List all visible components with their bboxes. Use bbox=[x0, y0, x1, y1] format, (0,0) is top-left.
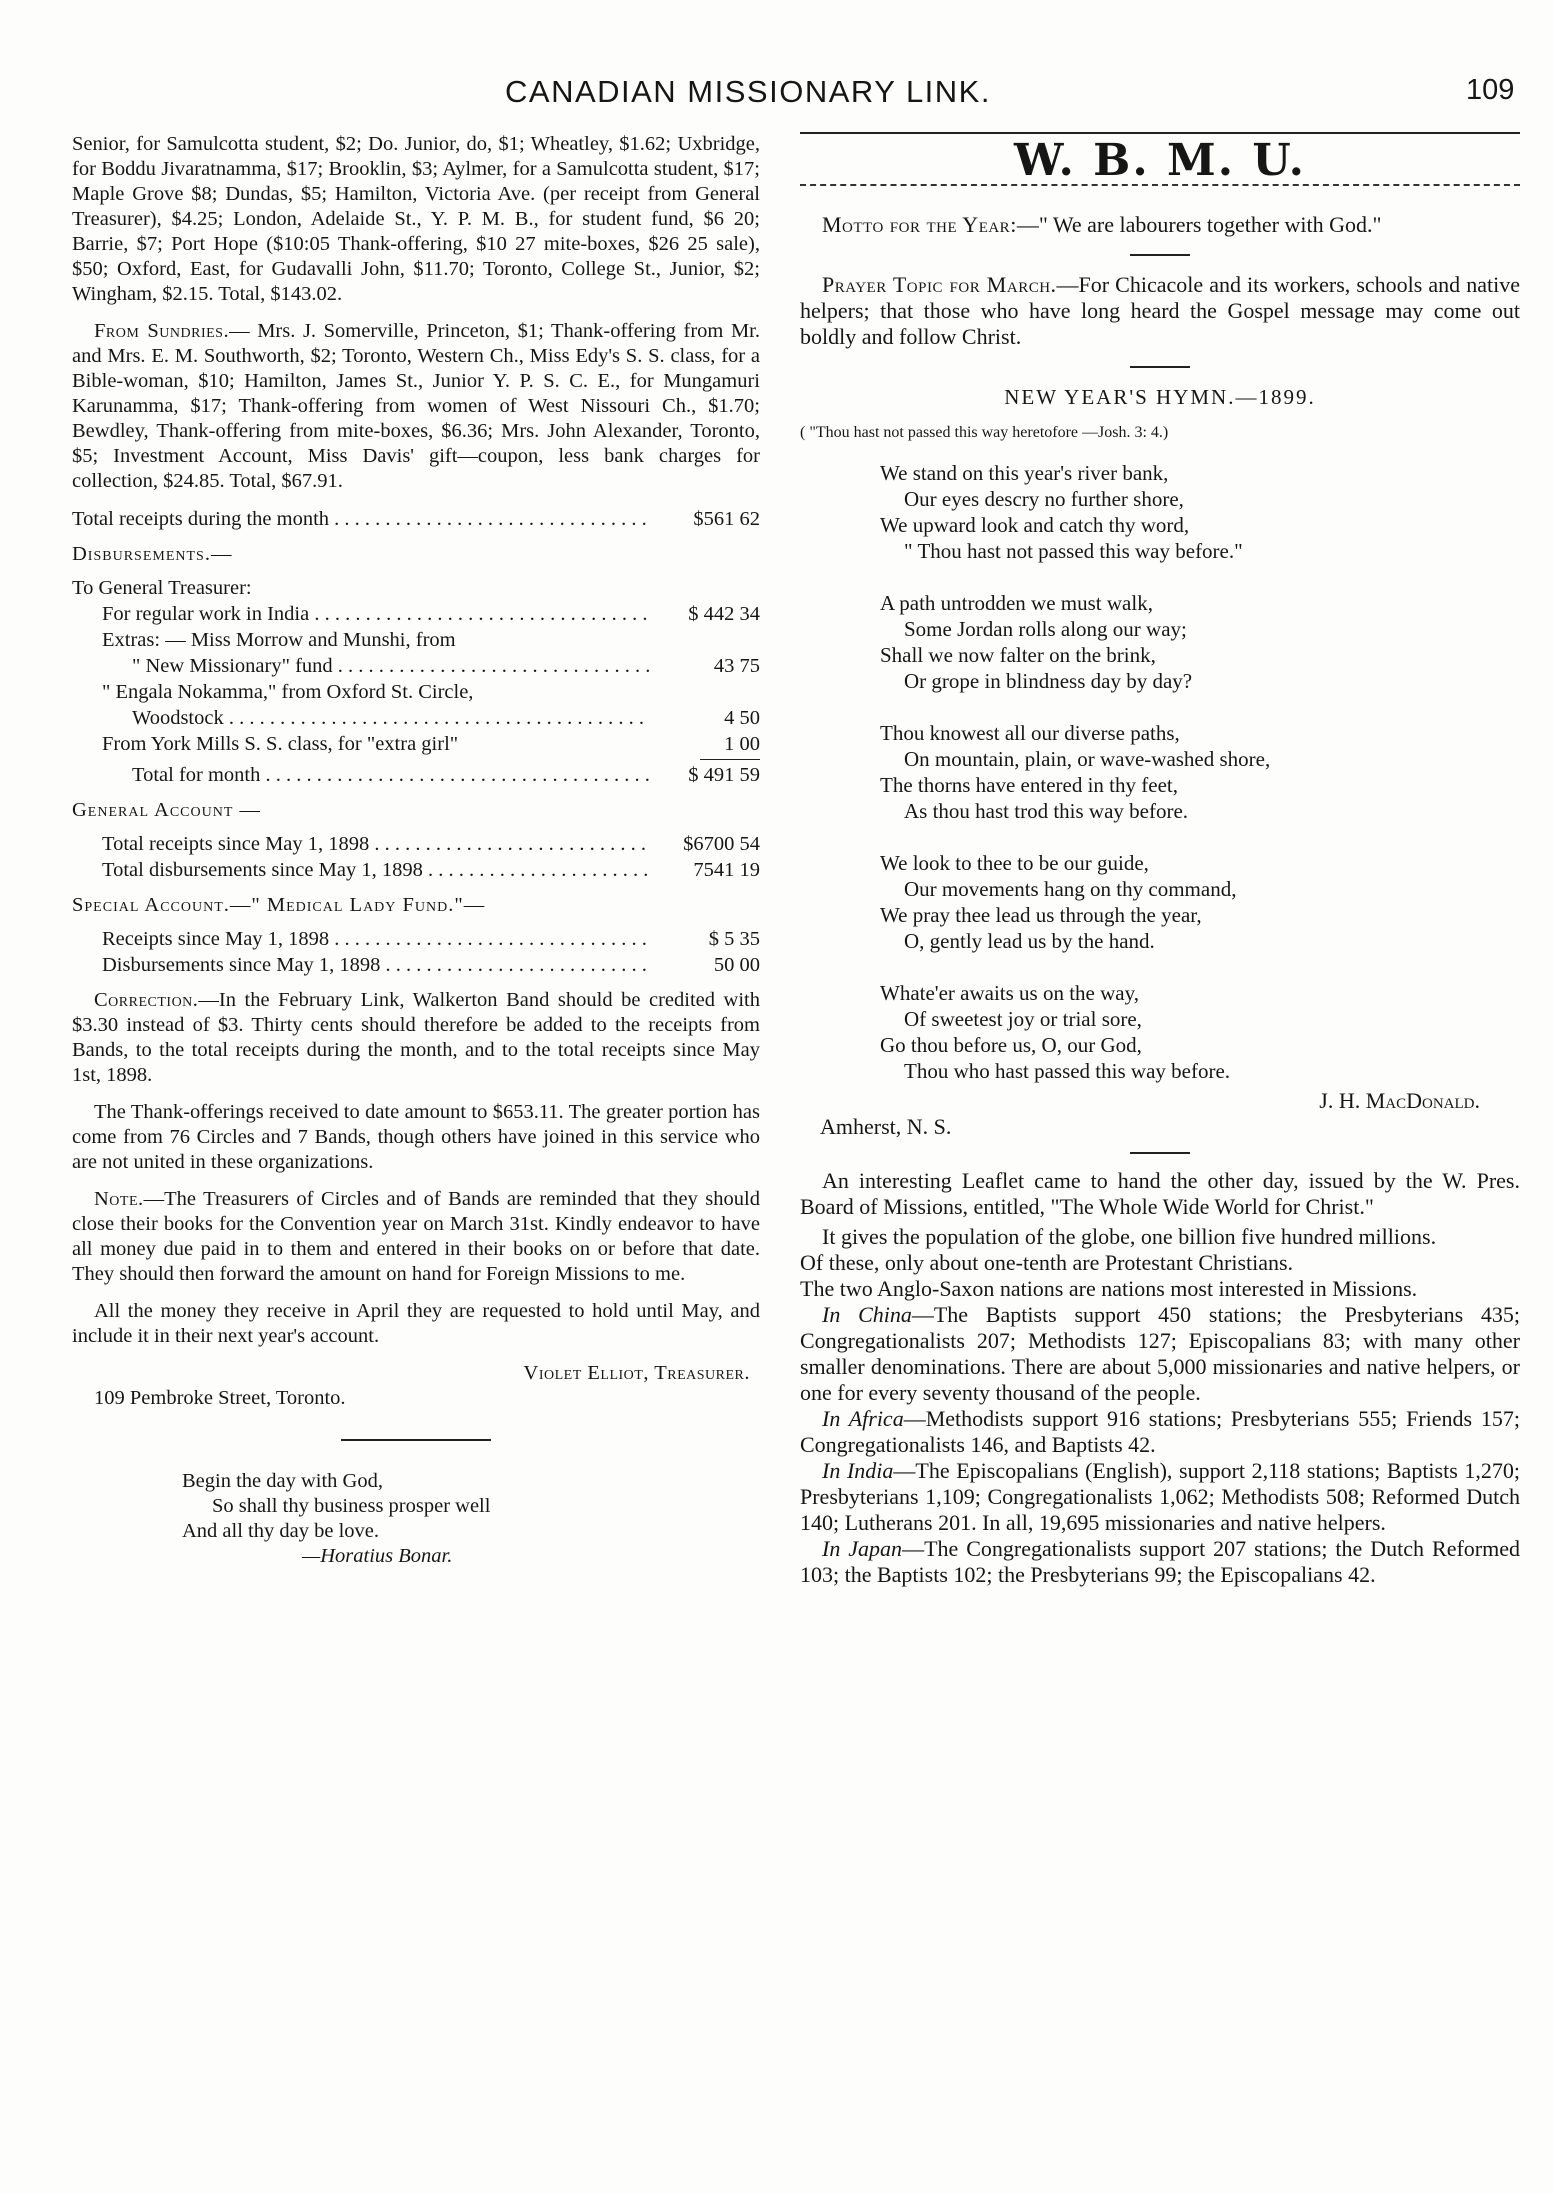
ledger-amount bbox=[650, 679, 760, 705]
motto-label: Motto for the Year: bbox=[822, 212, 1017, 237]
hymn-line: Some Jordan rolls along our way; bbox=[904, 617, 1187, 641]
sundries-paragraph bbox=[72, 319, 760, 494]
ledger-amount: $ 491 59 bbox=[688, 764, 760, 786]
general-account-ledger bbox=[72, 831, 760, 883]
hymn-line: The thorns have entered in thy feet, bbox=[880, 773, 1178, 797]
ledger-label: Total for month . . . bbox=[132, 762, 650, 788]
protestant-paragraph: Of these, only about one-tenth are Protestant Christians. bbox=[800, 1250, 1294, 1275]
poem-attribution: —Horatius Bonar. bbox=[302, 1545, 453, 1567]
hymn-line: Or grope in blindness day by day? bbox=[904, 669, 1193, 693]
ledger-amount: $561 62 bbox=[693, 508, 760, 530]
correction-text: —In the February Link, Walkerton Band should be credited with $3.30 instead of $3. Thirty cents should therefore be added to the receipts from Bands, to the total receipts during the month, and to the total receipts since May 1st, 1898. bbox=[72, 989, 760, 1086]
ledger-row bbox=[72, 653, 760, 679]
hymn-line: On mountain, plain, or wave-washed shore, bbox=[904, 747, 1271, 771]
hymn-line: As thou hast trod this way before. bbox=[904, 799, 1189, 823]
ledger-label: Disbursements since May 1, 1898 . . . bbox=[102, 952, 650, 978]
running-head bbox=[0, 74, 1554, 114]
ledger-amount: 4 50 bbox=[724, 707, 760, 729]
india-text: —The Episcopalians (English), support 2,118 stations; Baptists 1,270; Presbyterians 1,109; Congregationalists 1,062; Methodists 508; Reformed Dutch 140; Lutherans 201. In all, 19,695 missionaries and native helpers. bbox=[800, 1458, 1521, 1535]
ledger-amount: 43 75 bbox=[713, 655, 760, 677]
hymn-line: We pray thee lead us through the year, bbox=[880, 903, 1202, 927]
hymn-line: O, gently lead us by the hand. bbox=[904, 929, 1155, 953]
poem-line: And all thy day be love. bbox=[182, 1520, 379, 1542]
note-heading: Note. bbox=[94, 1188, 144, 1210]
japan-paragraph bbox=[800, 1536, 1520, 1588]
note-paragraph bbox=[72, 1187, 760, 1287]
disbursements-ledger bbox=[72, 575, 760, 788]
hymn-stanza bbox=[880, 850, 1520, 954]
hymn-line: Thou knowest all our diverse paths, bbox=[880, 721, 1180, 745]
hymn-stanza bbox=[880, 460, 1520, 564]
correction-heading: Correction. bbox=[94, 989, 199, 1011]
treasurer-signature: Violet Elliot, Treasurer. bbox=[523, 1362, 750, 1384]
hymn-line: Go thou before us, O, our God, bbox=[880, 1033, 1142, 1057]
ledger-amount: 50 00 bbox=[713, 954, 760, 976]
hymn-stanza bbox=[880, 980, 1520, 1084]
top-rule bbox=[800, 132, 1520, 134]
wbmu-heading: W. B. M. U. bbox=[1013, 135, 1306, 186]
population-paragraph: It gives the population of the globe, one billion five hundred millions. bbox=[822, 1224, 1437, 1249]
motto-text: —" We are labourers together with God." bbox=[1016, 212, 1382, 237]
africa-text: —Methodists support 916 stations; Presbyterians 555; Friends 157; Congregationalists 146, and Baptists 42. bbox=[800, 1406, 1520, 1457]
ledger-amount: $ 442 34 bbox=[688, 603, 760, 625]
total-month-row bbox=[72, 762, 760, 788]
ledger-row bbox=[72, 627, 760, 653]
ledger-row bbox=[72, 926, 760, 952]
section-rule bbox=[1130, 1152, 1190, 1154]
hymn-line: Thou who hast passed this way before. bbox=[904, 1059, 1231, 1083]
bonar-poem bbox=[182, 1469, 760, 1569]
hymn-line: We stand on this year's river bank, bbox=[880, 461, 1169, 485]
general-account-heading: General Account — bbox=[72, 799, 262, 821]
hymn-author: J. H. MacDonald. bbox=[1319, 1088, 1480, 1113]
to-treasurer-label: To General Treasurer: bbox=[72, 577, 252, 599]
india-paragraph bbox=[800, 1458, 1520, 1536]
hymn-stanza bbox=[880, 590, 1520, 694]
hymn-line: Of sweetest joy or trial sore, bbox=[904, 1007, 1142, 1031]
ledger-row bbox=[72, 705, 760, 731]
special-account-heading: Special Account.—" Medical Lady Fund."— bbox=[72, 894, 486, 916]
ledger-label: Receipts since May 1, 1898 . . . bbox=[102, 926, 650, 952]
poem-line: So shall thy business prosper well bbox=[212, 1495, 491, 1517]
special-account-ledger bbox=[72, 926, 760, 978]
china-paragraph bbox=[800, 1302, 1520, 1406]
hymn-line: We upward look and catch thy word, bbox=[880, 513, 1190, 537]
bands-continued-paragraph: Senior, for Samulcotta student, $2; Do. Junior, do, $1; Wheatley, $1.62; Uxbridge, for Boddu Jivaratnamma, $17; Brooklin, $3; Aylmer, for a Samulcotta student, $17; Maple Grove $8; Dundas, $5; Hamilton, Victoria Ave. (per receipt from General Treasurer), $4.25; London, Adelaide St., Y. P. M. B., for student fund, $6 20; Barrie, $7; Port Hope ($10:05 Thank-offering, $10 27 mite-boxes, $26 25 sale), $50; Oxford, East, for Gudavalli John, $11.70; Toronto, College St., Junior, $2; Wingham, $2.15. Total, $143.02. bbox=[72, 133, 760, 305]
hymn-line: Whate'er awaits us on the way, bbox=[880, 981, 1139, 1005]
hymn-line: Shall we now falter on the brink, bbox=[880, 643, 1156, 667]
japan-text: —The Congregationalists support 207 stations; the Dutch Reformed 103; the Baptists 102; the Presbyterians 99; the Episcopalians 42. bbox=[800, 1536, 1520, 1587]
ledger-row bbox=[72, 601, 760, 627]
right-column bbox=[800, 132, 1520, 1588]
ledger-label: Woodstock . . . bbox=[132, 705, 650, 731]
hymn-line: A path untrodden we must walk, bbox=[880, 591, 1153, 615]
prayer-topic-text: —For Chicacole and its workers, schools and native helpers; that those who have long heard the Gospel message may come out boldly and follow Christ. bbox=[800, 272, 1520, 349]
sundries-heading: From Sundries. bbox=[94, 320, 230, 342]
ledger-amount bbox=[650, 627, 760, 653]
poem-line: Begin the day with God, bbox=[182, 1470, 383, 1492]
ledger-row bbox=[72, 857, 760, 883]
india-label: In India bbox=[822, 1458, 894, 1483]
hymn-line: We look to thee to be our guide, bbox=[880, 851, 1149, 875]
ledger-amount: 1 00 bbox=[724, 733, 760, 755]
ledger-amount: 7541 19 bbox=[693, 859, 760, 881]
africa-label: In Africa bbox=[822, 1406, 904, 1431]
total-receipts-row bbox=[72, 506, 760, 532]
section-rule bbox=[1130, 366, 1190, 368]
thank-offerings-paragraph: The Thank-offerings received to date amount to $653.11. The greater portion has come from 76 Circles and 7 Bands, though others have joined in this service who are not united in these organizations. bbox=[72, 1101, 760, 1173]
page-number: 109 bbox=[1466, 74, 1515, 106]
receipts-ledger bbox=[72, 506, 760, 532]
april-paragraph: All the money they receive in April they are requested to hold until May, and include it in their next year's account. bbox=[72, 1300, 760, 1347]
prayer-topic-paragraph bbox=[800, 272, 1520, 350]
publication-title: CANADIAN MISSIONARY LINK. bbox=[505, 74, 991, 109]
ledger-label: " New Missionary" fund . . . bbox=[132, 653, 650, 679]
section-rule bbox=[1130, 254, 1190, 256]
hymn-line: Our movements hang on thy command, bbox=[904, 877, 1237, 901]
africa-paragraph bbox=[800, 1406, 1520, 1458]
ledger-label: For regular work in India . . . bbox=[102, 601, 650, 627]
note-text: —The Treasurers of Circles and of Bands are reminded that they should close their books for the Convention year on March 31st. Kindly endeavor to have all money due paid in to them and entered in their books on or before that date. They should then forward the amount on hand for Foreign Missions to me. bbox=[72, 1188, 760, 1285]
ledger-row bbox=[72, 831, 760, 857]
leaflet-paragraph: An interesting Leaflet came to hand the other day, issued by the W. Pres. Board of Missions, entitled, "The Whole Wide World for Christ." bbox=[800, 1168, 1520, 1219]
anglo-saxon-paragraph: The two Anglo-Saxon nations are nations most interested in Missions. bbox=[800, 1276, 1418, 1301]
ledger-row bbox=[72, 731, 760, 757]
ledger-label: Extras: — Miss Morrow and Munshi, from bbox=[102, 629, 456, 651]
ledger-amount: $6700 54 bbox=[683, 833, 760, 855]
hymn-scripture-reference: ( "Thou hast not passed this way heretofore —Josh. 3: 4.) bbox=[800, 424, 1169, 441]
sundries-text: — Mrs. J. Somerville, Princeton, $1; Thank-offering from Mr. and Mrs. E. M. Southworth, $2; Toronto, Western Ch., Miss Edy's S. S. class, for a Bible-woman, $10; Hamilton, James St., Junior Y. P. S. C. E., for Mungamuri Karunamma, $17; Thank-offering from women of West Nissouri Ch., $1.70; Bewdley, Thank-offering from mite-boxes, $6.36; Mrs. John Alexander, Toronto, $5; Investment Account, Miss Davis' gift—coupon, less bank charges for collection, $24.85. Total, $67.91. bbox=[72, 320, 760, 492]
ledger-label: " Engala Nokamma," from Oxford St. Circle, bbox=[102, 681, 474, 703]
hymn-title: NEW YEAR'S HYMN.—1899. bbox=[1004, 385, 1316, 409]
section-rule bbox=[341, 1439, 491, 1441]
ledger-row bbox=[72, 679, 760, 705]
china-text: —The Baptists support 450 stations; the Presbyterians 435; Congregationalists 207; Methodists 127; Episcopalians 83; with many other smaller denominations. There are about 5,000 missionaries and native helpers, or one for every seventy thousand of the people. bbox=[800, 1302, 1520, 1405]
treasurer-address: 109 Pembroke Street, Toronto. bbox=[94, 1387, 346, 1409]
hymn-stanza bbox=[880, 720, 1520, 824]
sum-rule bbox=[700, 759, 760, 760]
motto-paragraph bbox=[800, 212, 1520, 238]
ledger-row bbox=[72, 952, 760, 978]
left-column bbox=[72, 132, 760, 1569]
ledger-label: From York Mills S. S. class, for "extra girl" bbox=[102, 733, 459, 755]
china-label: In China bbox=[822, 1302, 912, 1327]
ledger-amount: $ 5 35 bbox=[708, 928, 760, 950]
ledger-label: Total disbursements since May 1, 1898 . . . bbox=[102, 857, 650, 883]
ledger-label: Total receipts since May 1, 1898 . . . bbox=[102, 831, 650, 857]
disbursements-heading: Disbursements.— bbox=[72, 543, 233, 565]
prayer-topic-label: Prayer Topic for March. bbox=[822, 272, 1057, 297]
ledger-label: Total receipts during the month . . . bbox=[72, 506, 650, 532]
hymn-line: Our eyes descry no further shore, bbox=[904, 487, 1184, 511]
hymn-place: Amherst, N. S. bbox=[820, 1114, 952, 1139]
japan-label: In Japan bbox=[822, 1536, 903, 1561]
hymn-line: " Thou hast not passed this way before." bbox=[904, 539, 1243, 563]
correction-paragraph bbox=[72, 988, 760, 1088]
